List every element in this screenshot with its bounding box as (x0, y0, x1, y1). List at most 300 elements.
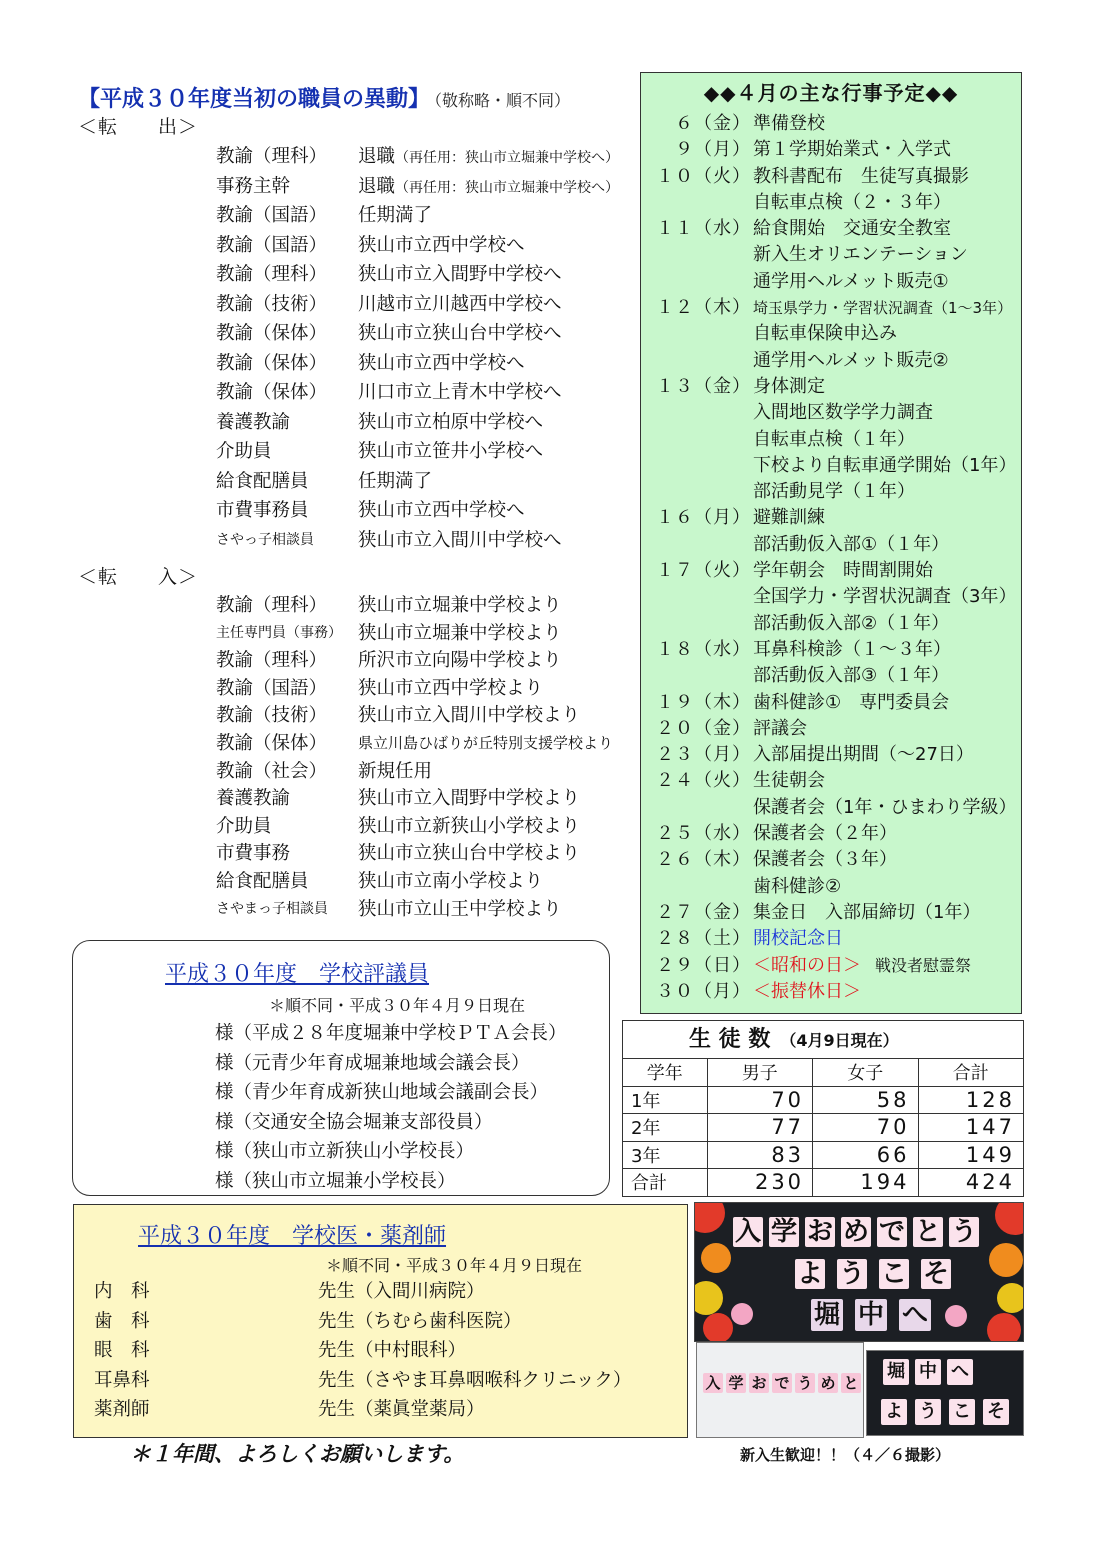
flower-decoration (703, 1313, 733, 1342)
destination-text: 狭山市立西中学校へ (358, 234, 525, 256)
event-text (753, 505, 1021, 531)
doctor-row (94, 1277, 684, 1307)
event-label: 耳鼻科検診（１～３年） (753, 638, 951, 660)
event-row (641, 242, 1021, 268)
destination-text: 任期満了 (358, 470, 433, 492)
event-label: 埼玉県学力・学習状況調査（1～3年） (753, 299, 1013, 318)
destination (358, 349, 638, 379)
council-member: 様（平成２８年度堀兼中学校ＰＴＡ会長） (215, 1023, 567, 1044)
welcome-board-photo (694, 1202, 1024, 1342)
destination-text: 狭山市立入間川中学校へ (358, 529, 562, 551)
destination-text: 任期満了 (358, 205, 433, 226)
transfer-in-row (78, 840, 638, 868)
doctors-title: 平成３０年度 学校医・薬剤師 (138, 1224, 447, 1249)
transfer-out-row (78, 437, 638, 467)
letter-card: で (772, 1373, 792, 1393)
event-text (753, 847, 1021, 873)
event-date: ２４（火） (656, 770, 751, 792)
event-row (641, 453, 1021, 479)
event-row (641, 584, 1021, 610)
transfers-note: （敬称略・順不同） (434, 91, 571, 110)
students-note: （4月9日現在） (780, 1031, 899, 1050)
letter-card: へ (947, 1359, 973, 1385)
destination-text: 狭山市立狭山台中学校へ (358, 323, 562, 344)
event-text (753, 584, 1021, 610)
event-row (641, 479, 1021, 505)
event-row (641, 663, 1021, 689)
event-label: 生徒朝会 (753, 770, 825, 792)
event-text (753, 637, 1021, 663)
event-label: 部活動仮入部①（１年） (753, 533, 950, 555)
event-date: １２（木） (656, 297, 751, 319)
table-cell: 70 (813, 1114, 918, 1142)
letter-card: で (878, 1217, 905, 1247)
event-date: １８（水） (656, 638, 751, 660)
event-text (753, 190, 1021, 216)
letter-card: へ (899, 1299, 931, 1331)
event-label: 第１学期始業式・入学式 (753, 139, 951, 161)
event-row (641, 137, 1021, 163)
event-row (641, 637, 1021, 663)
event-text (753, 874, 1021, 900)
event-label: 保護者会（1年・ひまわり学級） (753, 796, 1017, 818)
position: 教諭（保体） (216, 352, 328, 374)
events-list (641, 111, 1021, 1005)
event-date (641, 874, 753, 900)
event-date (641, 427, 753, 453)
destination (358, 290, 638, 320)
event-text (753, 611, 1021, 637)
doctor-name: 先生（入間川病院） (318, 1281, 485, 1302)
department: 内 科 (94, 1281, 150, 1302)
destination (358, 319, 638, 349)
event-text (753, 532, 1021, 558)
welcome-board-photo-detail-1 (696, 1342, 864, 1438)
table-row (623, 1114, 1024, 1142)
origin: 狭山市立南小学校より (358, 870, 544, 892)
doctor-row (94, 1395, 684, 1425)
event-row (641, 374, 1021, 400)
event-date (641, 190, 753, 216)
transfer-out-list (78, 142, 638, 555)
letter-card: う (915, 1399, 941, 1425)
event-label: 教科書配布 生徒写真撮影 (753, 165, 969, 187)
event-row (641, 558, 1021, 584)
table-cell: 合計 (623, 1169, 708, 1197)
event-label: 集金日 入部届締切（1年） (753, 901, 981, 923)
event-date: ２０（金） (656, 717, 751, 739)
doctors-note: ＊順不同・平成３０年４月９日現在 (326, 1256, 583, 1275)
welcome-board-photo-detail-2 (866, 1350, 1024, 1436)
department: 眼 科 (94, 1340, 150, 1361)
table-cell: 128 (918, 1086, 1023, 1114)
council-title: 平成３０年度 学校評議員 (165, 962, 430, 987)
event-date: １６（月） (656, 507, 751, 529)
department: 歯 科 (94, 1310, 150, 1332)
school-council-box (72, 940, 610, 1196)
event-text (753, 348, 1021, 374)
table-cell: 424 (918, 1169, 1023, 1197)
event-date (641, 663, 753, 689)
table-cell: 149 (918, 1141, 1023, 1169)
event-row (641, 821, 1021, 847)
position: 給食配膳員 (216, 470, 309, 492)
transfer-out-row (78, 408, 638, 438)
event-date: ２９（日） (656, 954, 751, 976)
council-list (215, 1019, 567, 1196)
doctor-name: 先生（薬眞堂薬局） (318, 1399, 485, 1420)
position: さやまっ子相談員 (216, 900, 328, 917)
position: 教諭（保体） (216, 323, 328, 344)
event-row (641, 216, 1021, 242)
event-row (641, 164, 1021, 190)
event-text (753, 164, 1021, 190)
event-label: 部活動仮入部②（１年） (753, 612, 950, 634)
origin: 狭山市立堀兼中学校より (358, 595, 562, 616)
event-text (753, 479, 1021, 505)
position: 教諭（国語） (216, 205, 328, 226)
letter-card: 入 (703, 1373, 723, 1393)
destination (358, 408, 638, 438)
event-row (641, 111, 1021, 137)
transfer-out-heading: ＜転 出＞ (78, 116, 199, 138)
event-row (641, 190, 1021, 216)
transfer-in-row (78, 592, 638, 620)
table-cell: 66 (813, 1141, 918, 1169)
event-label: 歯科健診① 専門委員会 (753, 691, 950, 713)
event-text (753, 558, 1021, 584)
table-header-row (623, 1059, 1024, 1087)
transfer-out-row (78, 142, 638, 172)
destination-text: 退職 (358, 146, 396, 167)
event-row (641, 768, 1021, 794)
event-label: 評議会 (753, 717, 807, 739)
column-header: 合計 (918, 1059, 1023, 1087)
transfer-in-row (78, 730, 638, 758)
school-doctors-box (73, 1204, 688, 1438)
position: 事務主幹 (216, 175, 291, 197)
event-label: 開校記念日 (753, 928, 843, 950)
event-text (753, 374, 1021, 400)
student-count-table (622, 1058, 1024, 1197)
transfer-in-row (78, 813, 638, 841)
event-row (641, 532, 1021, 558)
transfer-out-row (78, 467, 638, 497)
letter-card: そ (983, 1399, 1009, 1425)
destination (358, 231, 638, 261)
event-row (641, 269, 1021, 295)
position: 主任専門員（事務） (216, 624, 342, 641)
letter-card: 学 (726, 1373, 746, 1393)
letter-card: お (806, 1217, 833, 1247)
event-date (641, 611, 753, 637)
origin: 狭山市立堀兼中学校より (358, 622, 562, 644)
origin: 所沢市立向陽中学校より (358, 650, 562, 672)
flower-decoration (701, 1243, 731, 1273)
flower-decoration (694, 1202, 725, 1233)
transfer-out-row (78, 349, 638, 379)
letter-card: よ (796, 1259, 823, 1289)
letter-card: 堀 (883, 1359, 909, 1385)
position: 市費事務員 (216, 500, 309, 521)
event-text (753, 716, 1021, 742)
event-row (641, 427, 1021, 453)
letter-card: と (841, 1373, 861, 1393)
event-label: ＜振替休日＞ (753, 980, 861, 1002)
event-date: １０（火） (656, 165, 751, 187)
event-row (641, 953, 1021, 979)
event-row (641, 611, 1021, 637)
destination-text: 狭山市立西中学校へ (358, 500, 525, 521)
destination (358, 526, 638, 556)
transfer-out-row (78, 290, 638, 320)
events-title: ◆◆４月の主な行事予定◆◆ (703, 81, 959, 105)
position: 教諭（技術） (216, 705, 328, 727)
event-row (641, 295, 1021, 321)
table-row (623, 1141, 1024, 1169)
transfer-in-heading: ＜転 入＞ (78, 566, 199, 588)
event-label: 給食開始 交通安全教室 (753, 218, 951, 240)
event-date: ２７（金） (656, 901, 751, 923)
event-text (753, 295, 1021, 321)
letter-card: そ (922, 1259, 949, 1289)
position: さやっ子相談員 (216, 531, 314, 548)
event-row (641, 926, 1021, 952)
event-label: 保護者会（２年） (753, 823, 897, 845)
event-label: 下校より自転車通学開始（1年） (753, 454, 1017, 476)
event-label: 保護者会（３年） (753, 849, 897, 871)
position: 給食配膳員 (216, 870, 309, 892)
transfer-out-row (78, 231, 638, 261)
position: 介助員 (216, 815, 272, 837)
event-label: 避難訓練 (753, 507, 825, 529)
table-row (623, 1086, 1024, 1114)
letter-card: め (842, 1217, 869, 1247)
event-row (641, 742, 1021, 768)
event-text (753, 742, 1021, 768)
closing-message: ＊１年間、よろしくお願いします。 (130, 1442, 465, 1466)
destination (358, 496, 638, 526)
event-label: 自転車保険申込み (753, 323, 897, 345)
origin: 狭山市立狭山台中学校より (358, 843, 581, 865)
position: 教諭（技術） (216, 293, 328, 315)
position: 教諭（保体） (216, 732, 328, 754)
doctor-name: 先生（ちむら歯科医院） (318, 1310, 522, 1332)
origin: 狭山市立入間野中学校より (358, 788, 581, 810)
event-date: １９（木） (656, 691, 751, 713)
student-count-box (622, 1020, 1024, 1197)
destination (358, 378, 638, 408)
event-text (753, 216, 1021, 242)
destination-note: （再任用：狭山市立堀兼中学校へ） (395, 179, 620, 196)
event-row (641, 795, 1021, 821)
event-label: 新入生オリエンテーション (753, 244, 968, 266)
doctor-row (94, 1307, 684, 1337)
event-date (641, 532, 753, 558)
event-label: 自転車点検（１年） (753, 428, 915, 450)
letter-card: こ (949, 1399, 975, 1425)
destination (358, 467, 638, 497)
transfer-in-row (78, 896, 638, 924)
table-row (623, 1169, 1024, 1197)
transfers-title-text: 【平成３０年度当初の職員の異動】 (78, 87, 431, 112)
event-label: 歯科健診② (753, 875, 842, 897)
destination-text: 狭山市立笹井小学校へ (358, 441, 544, 462)
origin: 狭山市立山王中学校より (358, 898, 562, 920)
council-member: 様（元青少年育成堀兼地域会議会長） (215, 1052, 530, 1074)
event-date (641, 348, 753, 374)
event-text (753, 269, 1021, 295)
flower-decoration (995, 1202, 1024, 1235)
event-text (753, 768, 1021, 794)
position: 介助員 (216, 441, 272, 462)
table-cell: 1年 (623, 1086, 708, 1114)
event-label: 部活動見学（１年） (753, 481, 915, 503)
event-text (753, 321, 1021, 347)
column-header: 学年 (623, 1059, 708, 1087)
table-cell: 83 (707, 1141, 812, 1169)
destination-text: 川口市立上青木中学校へ (358, 382, 562, 403)
event-label: 部活動仮入部③（１年） (753, 665, 950, 687)
flower-decoration (997, 1283, 1024, 1313)
letter-card: め (818, 1373, 838, 1393)
destination (358, 201, 638, 231)
transfer-in-row (78, 758, 638, 786)
destination-text: 狭山市立柏原中学校へ (358, 411, 544, 433)
letter-card: 入 (734, 1217, 761, 1247)
transfer-out-row (78, 496, 638, 526)
event-text (753, 427, 1021, 453)
transfer-out-row (78, 378, 638, 408)
department: 耳鼻科 (94, 1369, 150, 1391)
event-text (753, 137, 1021, 163)
event-date: ６（金） (675, 113, 751, 134)
event-text (753, 400, 1021, 426)
column-header: 女子 (813, 1059, 918, 1087)
event-label: ＜昭和の日＞ (753, 954, 861, 976)
doctor-row (94, 1336, 684, 1366)
transfer-in-row (78, 647, 638, 675)
doctors-list (94, 1277, 684, 1425)
position: 教諭（国語） (216, 677, 328, 699)
transfer-in-row (78, 785, 638, 813)
origin: 狭山市立新狭山小学校より (358, 815, 581, 837)
destination-text: 川越市立川越西中学校へ (358, 293, 562, 315)
destination-text: 退職 (358, 175, 396, 197)
event-row (641, 505, 1021, 531)
event-label: 準備登校 (753, 113, 825, 134)
destination (358, 437, 638, 467)
event-date (641, 321, 753, 347)
event-date: ２６（木） (656, 849, 751, 871)
transfer-out-row (78, 172, 638, 202)
event-text (753, 795, 1021, 821)
letter-card: 中 (855, 1299, 887, 1331)
event-row (641, 400, 1021, 426)
transfer-out-row (78, 201, 638, 231)
table-cell: 70 (707, 1086, 812, 1114)
event-row (641, 847, 1021, 873)
event-text (753, 453, 1021, 479)
letter-card: と (914, 1217, 941, 1247)
event-date: １７（火） (656, 560, 751, 582)
students-title-text: 生 徒 数 (689, 1027, 771, 1052)
position: 教諭（国語） (216, 234, 328, 256)
event-row (641, 690, 1021, 716)
letter-card: こ (880, 1259, 907, 1289)
event-text (753, 979, 1021, 1005)
students-title (622, 1020, 1024, 1058)
event-extra: 戦没者慰霊祭 (875, 955, 972, 975)
department: 薬剤師 (94, 1399, 150, 1420)
letter-card: 学 (770, 1217, 797, 1247)
event-date (641, 795, 753, 821)
table-cell: 194 (813, 1169, 918, 1197)
transfer-in-row (78, 675, 638, 703)
council-member: 様（青少年育成新狭山地域会議副会長） (215, 1082, 549, 1103)
event-date: １３（金） (656, 375, 751, 397)
doctor-row (94, 1366, 684, 1396)
destination-text: 狭山市立西中学校へ (358, 352, 525, 374)
event-date (641, 400, 753, 426)
flower-decoration (694, 1281, 723, 1315)
transfer-out-row (78, 319, 638, 349)
event-row (641, 979, 1021, 1005)
event-date: ２８（土） (656, 928, 751, 950)
column-header: 男子 (707, 1059, 812, 1087)
event-text (753, 900, 1021, 926)
staff-transfers-section (78, 82, 638, 923)
event-text (753, 953, 1021, 979)
event-date: １１（水） (656, 218, 751, 240)
event-row (641, 716, 1021, 742)
event-row (641, 874, 1021, 900)
event-text (753, 663, 1021, 689)
destination (358, 260, 638, 290)
position: 教諭（理科） (216, 264, 328, 285)
event-row (641, 321, 1021, 347)
event-label: 通学用ヘルメット販売② (753, 349, 949, 371)
transfer-out-row (78, 260, 638, 290)
photo-caption: 新入生歓迎！！（４／６撮影） (740, 1446, 951, 1464)
event-date: ９（月） (675, 139, 751, 161)
position: 教諭（理科） (216, 595, 328, 616)
table-cell: 77 (707, 1114, 812, 1142)
table-cell: 58 (813, 1086, 918, 1114)
event-row (641, 348, 1021, 374)
letter-card: よ (881, 1399, 907, 1425)
event-label: 身体測定 (753, 375, 825, 397)
event-label: 入部届提出期間（～27日） (753, 744, 974, 766)
flower-decoration (731, 1303, 753, 1325)
event-row (641, 900, 1021, 926)
position: 養護教諭 (216, 411, 291, 433)
event-text (753, 690, 1021, 716)
position: 教諭（保体） (216, 382, 328, 403)
event-date: ２５（水） (656, 823, 751, 845)
letter-card: う (795, 1373, 815, 1393)
flower-decoration (989, 1243, 1023, 1277)
event-date: ２３（月） (656, 744, 751, 766)
destination-note: （再任用：狭山市立堀兼中学校へ） (395, 150, 620, 166)
destination (358, 172, 638, 202)
letter-card: う (950, 1217, 977, 1247)
event-date (641, 269, 753, 295)
council-member: 様（交通安全協会堀兼支部役員） (215, 1111, 493, 1133)
transfer-in-row (78, 620, 638, 648)
letter-card: う (838, 1259, 865, 1289)
table-cell: 230 (707, 1169, 812, 1197)
